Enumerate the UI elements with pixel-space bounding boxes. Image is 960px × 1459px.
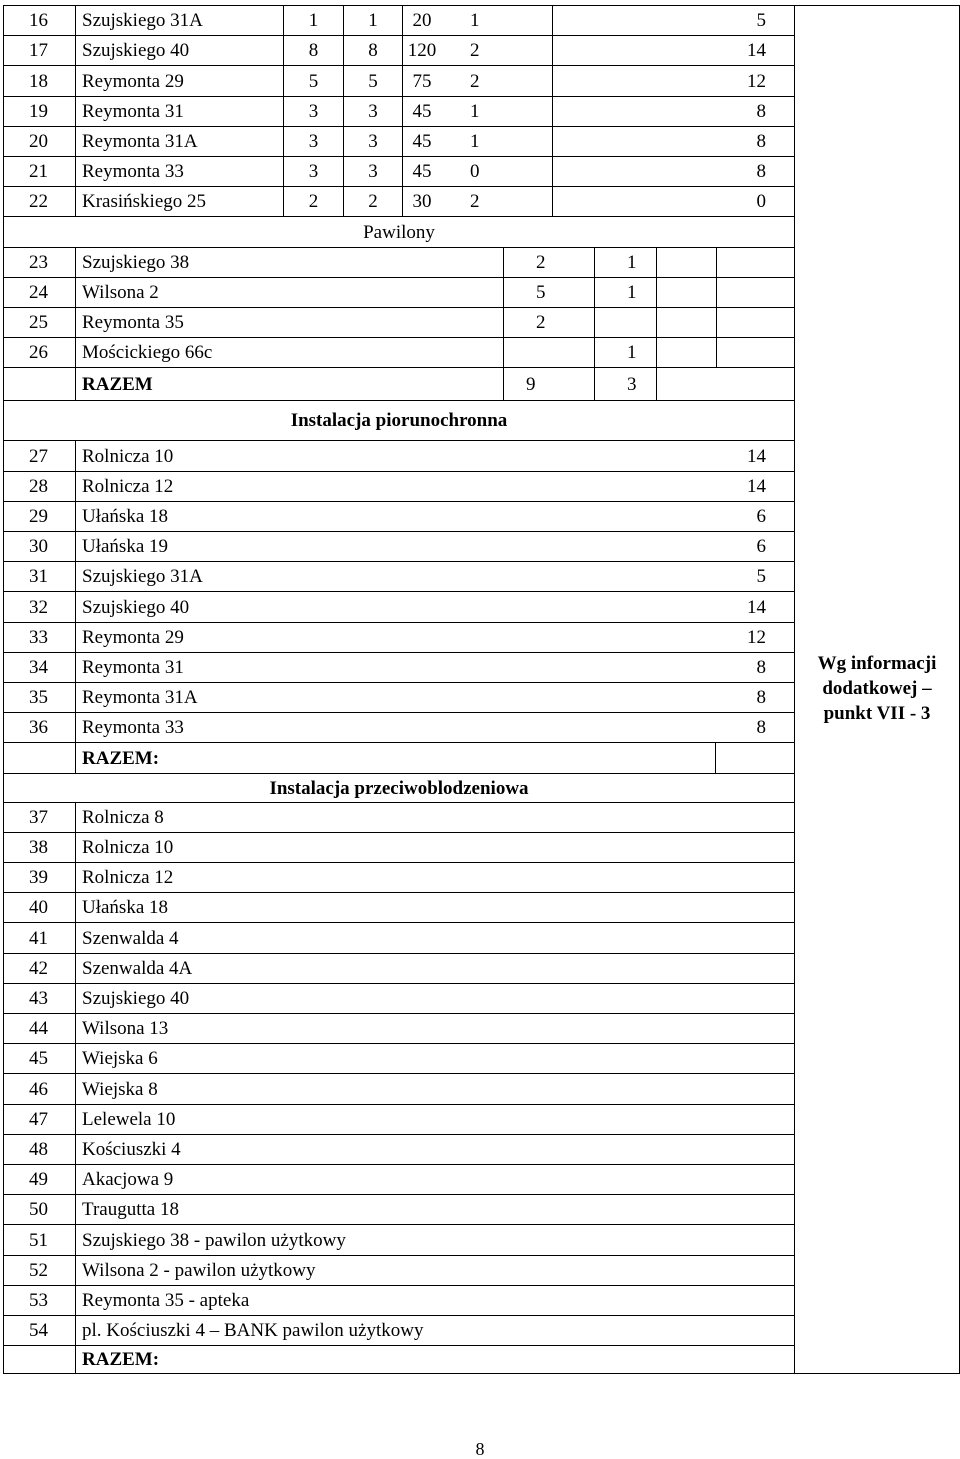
row-number: 45: [3, 1043, 76, 1074]
row-number: 20: [3, 126, 76, 157]
address-cell: Reymonta 29: [75, 65, 284, 97]
section-header-przeciwoblodzeniowa: Instalacja przeciwoblodzeniowa: [3, 773, 795, 803]
value-cell: 14: [552, 35, 795, 66]
section-header-pawilony: Pawilony: [3, 216, 795, 248]
address-cell: Reymonta 29: [75, 622, 716, 653]
value-cell: 5: [552, 5, 795, 36]
value-cell: 45: [402, 126, 441, 157]
row-number: 52: [3, 1255, 76, 1286]
value-cell: 14: [715, 471, 795, 502]
value-cell: 3: [283, 96, 344, 127]
value-cell: [656, 367, 795, 401]
value-cell: 3: [283, 126, 344, 157]
row-number: 42: [3, 953, 76, 984]
address-cell: Krasińskiego 25: [75, 186, 284, 217]
address-cell: Akacjowa 9: [75, 1164, 795, 1195]
row-number: 50: [3, 1194, 76, 1225]
value-cell: 0: [440, 156, 553, 187]
address-cell: Reymonta 31A: [75, 126, 284, 157]
row-number: 53: [3, 1285, 76, 1316]
address-cell: Wiejska 8: [75, 1073, 795, 1105]
row-number: 33: [3, 622, 76, 653]
row-number: 41: [3, 922, 76, 954]
address-cell: Wilsona 2: [75, 277, 504, 308]
address-cell: Szujskiego 38: [75, 247, 504, 278]
value-cell: 1: [440, 96, 553, 127]
value-cell: 5: [283, 65, 344, 97]
row-number: 32: [3, 591, 76, 623]
value-cell: [656, 337, 717, 368]
value-cell: 8: [715, 682, 795, 713]
value-cell: [656, 307, 717, 338]
row-number: 19: [3, 96, 76, 127]
total-value: 3: [594, 367, 657, 401]
address-cell: Traugutta 18: [75, 1194, 795, 1225]
row-number: 29: [3, 501, 76, 532]
value-cell: 5: [503, 277, 595, 308]
total-label: RAZEM:: [75, 1345, 795, 1374]
address-cell: Ułańska 18: [75, 892, 795, 923]
row-number: 18: [3, 65, 76, 97]
total-value: 9: [503, 367, 595, 401]
value-cell: 5: [715, 561, 795, 592]
value-cell: 12: [715, 622, 795, 653]
row-number: 27: [3, 440, 76, 472]
address-cell: Wilsona 13: [75, 1013, 795, 1044]
row-number: 23: [3, 247, 76, 278]
value-cell: 14: [715, 591, 795, 623]
value-cell: 1: [594, 247, 657, 278]
value-cell: 12: [552, 65, 795, 97]
value-cell: 45: [402, 96, 441, 127]
value-cell: 30: [402, 186, 441, 217]
address-cell: Ułańska 19: [75, 531, 716, 562]
value-cell: [716, 337, 795, 368]
address-cell: Rolnicza 12: [75, 471, 716, 502]
address-cell: Wiejska 6: [75, 1043, 795, 1074]
address-cell: Reymonta 31: [75, 96, 284, 127]
value-cell: 2: [283, 186, 344, 217]
address-cell: Reymonta 33: [75, 156, 284, 187]
row-number: 26: [3, 337, 76, 368]
row-number: 40: [3, 892, 76, 923]
value-cell: 1: [594, 277, 657, 308]
row-number: 37: [3, 802, 76, 833]
row-number: 54: [3, 1315, 76, 1346]
row-number: 24: [3, 277, 76, 308]
address-cell: Reymonta 31A: [75, 682, 716, 713]
value-cell: 3: [343, 126, 403, 157]
row-number: 43: [3, 983, 76, 1014]
value-cell: 6: [715, 501, 795, 532]
row-number: [3, 1345, 76, 1374]
address-cell: Szujskiego 38 - pawilon użytkowy: [75, 1224, 795, 1256]
address-cell: Reymonta 33: [75, 712, 716, 743]
value-cell: 1: [440, 126, 553, 157]
value-cell: 1: [343, 5, 403, 36]
value-cell: 2: [440, 65, 553, 97]
row-number: 16: [3, 5, 76, 36]
row-number: 28: [3, 471, 76, 502]
row-number: 21: [3, 156, 76, 187]
row-number: 25: [3, 307, 76, 338]
total-label: RAZEM:: [75, 742, 716, 774]
address-cell: Reymonta 31: [75, 652, 716, 683]
value-cell: 0: [552, 186, 795, 217]
value-cell: 2: [440, 186, 553, 217]
row-number: 51: [3, 1224, 76, 1256]
address-cell: Lelewela 10: [75, 1104, 795, 1135]
address-cell: Rolnicza 12: [75, 862, 795, 893]
row-number: 46: [3, 1073, 76, 1105]
row-number: 17: [3, 35, 76, 66]
row-number: 48: [3, 1134, 76, 1165]
value-cell: 3: [283, 156, 344, 187]
value-cell: 45: [402, 156, 441, 187]
address-cell: Reymonta 35: [75, 307, 504, 338]
value-cell: 1: [440, 5, 553, 36]
address-cell: Szujskiego 31A: [75, 5, 284, 36]
row-number: 47: [3, 1104, 76, 1135]
row-number: [3, 742, 76, 774]
address-cell: Ułańska 18: [75, 501, 716, 532]
row-number: 34: [3, 652, 76, 683]
value-cell: 8: [552, 96, 795, 127]
value-cell: 8: [552, 126, 795, 157]
address-cell: Szujskiego 40: [75, 35, 284, 66]
note-cell: Wg informacji dodatkowej – punkt VII - 3: [794, 5, 960, 1374]
value-cell: 2: [503, 307, 595, 338]
address-cell: Szujskiego 40: [75, 591, 716, 623]
value-cell: 1: [594, 337, 657, 368]
row-number: 38: [3, 832, 76, 863]
row-number: 31: [3, 561, 76, 592]
total-value: [715, 742, 795, 774]
row-number: 30: [3, 531, 76, 562]
value-cell: 5: [343, 65, 403, 97]
value-cell: [716, 247, 795, 278]
value-cell: 6: [715, 531, 795, 562]
value-cell: [656, 247, 717, 278]
value-cell: 120: [402, 35, 441, 66]
value-cell: 2: [440, 35, 553, 66]
value-cell: [716, 277, 795, 308]
address-cell: Rolnicza 10: [75, 440, 716, 472]
value-cell: 8: [715, 712, 795, 743]
page-number: 8: [475, 1439, 485, 1459]
value-cell: [503, 337, 595, 368]
row-number: 36: [3, 712, 76, 743]
value-cell: 14: [715, 440, 795, 472]
row-number: 35: [3, 682, 76, 713]
address-cell: Rolnicza 8: [75, 802, 795, 833]
value-cell: [594, 307, 657, 338]
row-number: 39: [3, 862, 76, 893]
address-cell: Szenwalda 4A: [75, 953, 795, 984]
value-cell: 8: [283, 35, 344, 66]
row-number: 22: [3, 186, 76, 217]
value-cell: 75: [402, 65, 441, 97]
value-cell: 3: [343, 96, 403, 127]
address-cell: Rolnicza 10: [75, 832, 795, 863]
value-cell: 8: [343, 35, 403, 66]
address-cell: Szenwalda 4: [75, 922, 795, 954]
total-label: RAZEM: [75, 367, 504, 401]
row-number: [3, 367, 76, 401]
value-cell: 3: [343, 156, 403, 187]
row-number: 49: [3, 1164, 76, 1195]
value-cell: 2: [503, 247, 595, 278]
address-cell: Mościckiego 66c: [75, 337, 504, 368]
address-cell: Kościuszki 4: [75, 1134, 795, 1165]
address-cell: Wilsona 2 - pawilon użytkowy: [75, 1255, 795, 1286]
section-header-piorunochronna: Instalacja piorunochronna: [3, 400, 795, 441]
address-cell: pl. Kościuszki 4 – BANK pawilon użytkowy: [75, 1315, 795, 1346]
value-cell: 20: [402, 5, 441, 36]
value-cell: 1: [283, 5, 344, 36]
address-cell: Szujskiego 31A: [75, 561, 716, 592]
value-cell: [656, 277, 717, 308]
value-cell: 2: [343, 186, 403, 217]
row-number: 44: [3, 1013, 76, 1044]
value-cell: 8: [552, 156, 795, 187]
address-cell: Reymonta 35 - apteka: [75, 1285, 795, 1316]
value-cell: 8: [715, 652, 795, 683]
value-cell: [716, 307, 795, 338]
address-cell: Szujskiego 40: [75, 983, 795, 1014]
